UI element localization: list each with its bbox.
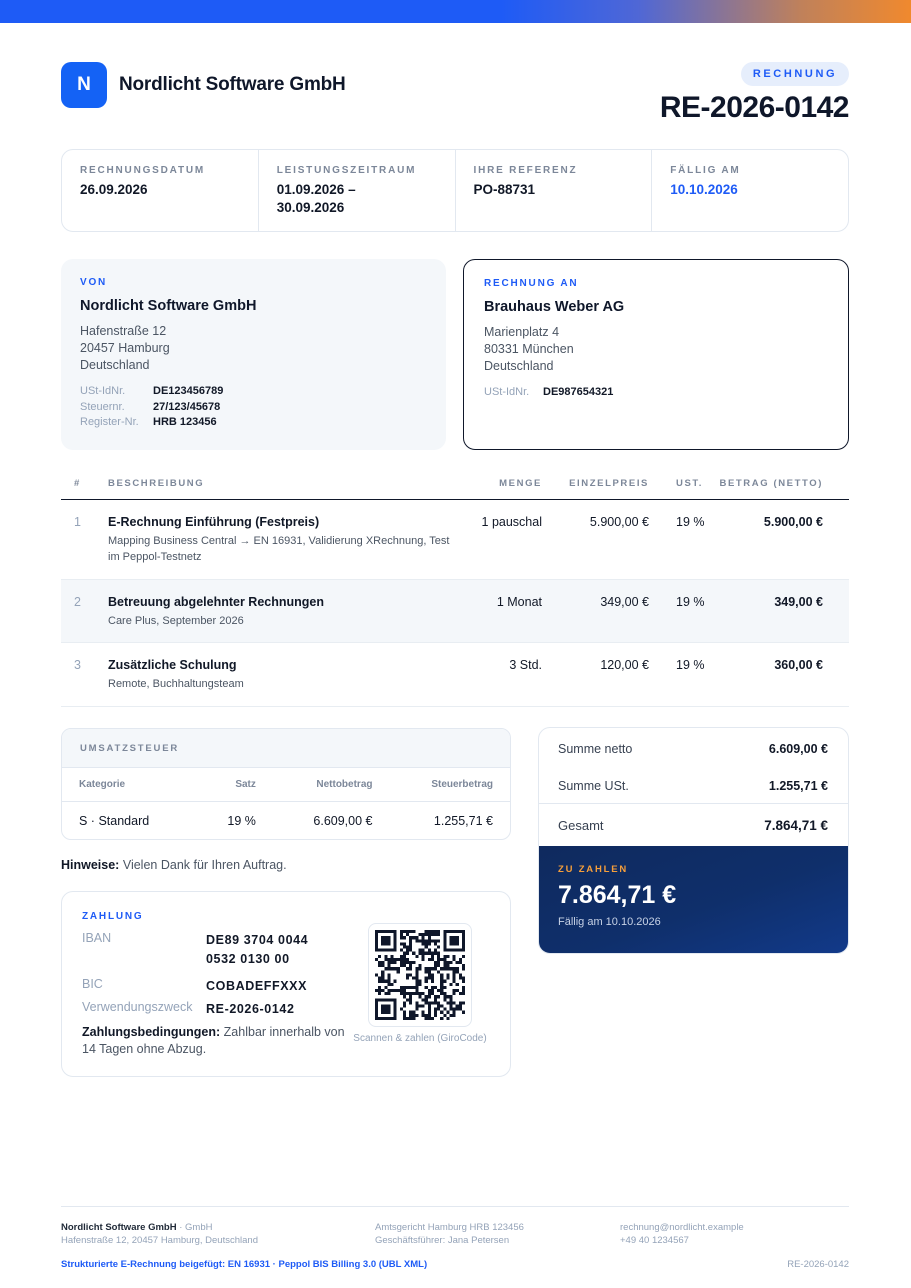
sender-label: VON xyxy=(80,277,108,288)
meta-your-reference xyxy=(456,150,653,231)
footer-company-suffix: · GmbH xyxy=(179,1222,213,1233)
footer-contact xyxy=(620,1221,744,1247)
vat-rate: 19 % xyxy=(227,813,256,828)
total-vat-value: 1.255,71 € xyxy=(768,778,828,793)
total-vat-row xyxy=(539,768,848,804)
meta-service-period xyxy=(259,150,456,231)
id-row xyxy=(80,400,427,416)
vat-col-rate: Satz xyxy=(235,779,256,790)
company-logo: N xyxy=(61,62,107,108)
item-title: Zusätzliche Schulung xyxy=(108,658,237,672)
line-items-table xyxy=(61,473,849,707)
id-row xyxy=(80,384,427,400)
row-number: 2 xyxy=(74,595,81,609)
footer-legal xyxy=(375,1221,524,1247)
row-quantity: 1 Monat xyxy=(496,595,542,609)
row-vat: 19 % xyxy=(676,658,705,672)
payment-card xyxy=(61,891,511,1077)
row-vat: 19 % xyxy=(676,595,705,609)
vat-net: 6.609,00 € xyxy=(313,813,373,828)
meta-label: FÄLLIG AM xyxy=(670,165,741,176)
id-row xyxy=(484,385,828,401)
total-vat-label: Summe USt. xyxy=(558,778,629,793)
col-number-header: # xyxy=(74,478,81,489)
item-subtitle: Remote, Buchhaltungsteam xyxy=(108,678,244,690)
table-row xyxy=(61,580,849,643)
total-gross-label: Gesamt xyxy=(558,817,604,833)
payment-terms xyxy=(82,1024,352,1058)
id-label: USt-IdNr. xyxy=(80,385,126,397)
row-unit-price: 120,00 € xyxy=(600,658,649,672)
total-net-label: Summe netto xyxy=(558,742,633,756)
terms-label: Zahlungsbedingungen: xyxy=(82,1025,221,1039)
meta-value: 10.10.2026 xyxy=(670,182,738,197)
iban-value xyxy=(206,931,346,969)
invoice-meta xyxy=(61,149,849,232)
total-net-value: 6.609,00 € xyxy=(768,742,828,756)
reference-value: RE-2026-0142 xyxy=(206,1002,295,1016)
id-value: 27/123/45678 xyxy=(153,400,221,413)
total-gross-value: 7.864,71 € xyxy=(764,817,828,833)
address-line: 80331 München xyxy=(484,342,574,356)
sender-ids xyxy=(80,384,427,431)
top-accent-bar xyxy=(0,0,911,23)
terms-text: Zahlbar innerhalb von 14 Tagen ohne Abzug. xyxy=(82,1025,345,1056)
footer-email[interactable]: rechnung@nordlicht.example xyxy=(620,1222,744,1233)
amount-due-label: ZU ZAHLEN xyxy=(558,864,629,875)
row-amount: 349,00 € xyxy=(774,595,823,609)
row-amount: 360,00 € xyxy=(774,658,823,672)
vat-col-category: Kategorie xyxy=(79,779,126,790)
row-description xyxy=(108,658,479,706)
row-description xyxy=(108,515,479,579)
footer-divider xyxy=(61,1206,849,1207)
item-title: E-Rechnung Einführung (Festpreis) xyxy=(108,515,320,529)
footer-company xyxy=(61,1221,258,1247)
footer-phone: +49 40 1234567 xyxy=(620,1235,689,1246)
document-type-badge: RECHNUNG xyxy=(741,62,849,86)
row-quantity: 1 pauschal xyxy=(481,515,542,529)
row-unit-price: 5.900,00 € xyxy=(589,515,649,529)
footer-company-address: Hafenstraße 12, 20457 Hamburg, Deutschland xyxy=(61,1235,258,1246)
row-quantity: 3 Std. xyxy=(509,658,542,672)
col-amount-header: BETRAG (NETTO) xyxy=(719,478,823,489)
qr-code-icon xyxy=(375,930,465,1020)
vat-row xyxy=(62,802,510,839)
col-unit-price-header: EINZELPREIS xyxy=(569,478,649,489)
total-gross-row xyxy=(539,804,848,846)
total-net-row xyxy=(539,728,848,768)
col-quantity-header: MENGE xyxy=(499,478,542,489)
meta-value: PO-88731 xyxy=(473,182,536,197)
table-row xyxy=(61,643,849,707)
item-subtitle: Care Plus, September 2026 xyxy=(108,615,244,627)
amount-due-value: 7.864,71 € xyxy=(558,881,677,909)
address-line: 20457 Hamburg xyxy=(80,341,170,355)
sender-card xyxy=(61,259,446,450)
recipient-ids xyxy=(484,385,828,401)
bic-label: BIC xyxy=(82,977,103,991)
bic-value: COBADEFFXXX xyxy=(206,979,308,993)
meta-label: RECHNUNGSDATUM xyxy=(80,165,206,176)
qr-code-frame xyxy=(368,923,472,1027)
notes-text: Vielen Dank für Ihren Auftrag. xyxy=(122,858,287,872)
company-name: Nordlicht Software GmbH xyxy=(119,74,346,95)
id-label: USt-IdNr. xyxy=(484,386,530,398)
footer-reference: RE-2026-0142 xyxy=(787,1259,849,1270)
reference-label: Verwendungszweck xyxy=(82,1000,193,1014)
vat-summary-table xyxy=(61,728,511,840)
vat-table-title: UMSATZSTEUER xyxy=(62,729,510,768)
payment-label: ZAHLUNG xyxy=(82,911,144,922)
meta-value: 26.09.2026 xyxy=(80,182,148,197)
recipient-name: Brauhaus Weber AG xyxy=(484,299,625,315)
row-unit-price: 349,00 € xyxy=(600,595,649,609)
table-row xyxy=(61,500,849,580)
vat-tax: 1.255,71 € xyxy=(433,813,493,828)
recipient-card xyxy=(463,259,849,450)
address-line: Marienplatz 4 xyxy=(484,325,560,339)
row-number: 1 xyxy=(74,515,81,529)
amount-due-date: Fällig am 10.10.2026 xyxy=(558,916,661,928)
invoice-number: RE-2026-0142 xyxy=(659,91,849,124)
row-amount: 5.900,00 € xyxy=(763,515,823,529)
einvoice-note: Strukturierte E-Rechnung beigefügt: EN 16931 · Peppol BIS Billing 3.0 (UBL XML) xyxy=(61,1259,428,1270)
notes-label: Hinweise: xyxy=(61,858,120,872)
col-vat-header: UST. xyxy=(676,478,703,489)
address-line: Hafenstraße 12 xyxy=(80,324,167,338)
amount-due-box xyxy=(539,846,848,954)
notes xyxy=(61,858,287,872)
footer-company-name: Nordlicht Software GmbH xyxy=(61,1222,177,1233)
meta-value: 01.09.2026 – 30.09.2026 xyxy=(276,182,356,215)
totals-card xyxy=(538,727,849,954)
iban-label: IBAN xyxy=(82,931,112,945)
row-description xyxy=(108,595,479,642)
address-line: Deutschland xyxy=(80,358,150,372)
id-value: DE987654321 xyxy=(543,386,614,398)
id-value: HRB 123456 xyxy=(153,416,217,428)
vat-category: S · Standard xyxy=(79,813,150,828)
sender-name: Nordlicht Software GmbH xyxy=(80,298,257,314)
recipient-label: RECHNUNG AN xyxy=(484,278,579,289)
footer-ceo: Geschäftsführer: Jana Petersen xyxy=(375,1235,510,1246)
row-number: 3 xyxy=(74,658,81,672)
item-subtitle: Mapping Business Central → EN 16931, Validierung XRechnung, Test im Peppol-Testnetz xyxy=(108,535,450,563)
col-description-header: BESCHREIBUNG xyxy=(108,478,205,489)
footer-court: Amtsgericht Hamburg HRB 123456 xyxy=(375,1222,524,1233)
address-line: Deutschland xyxy=(484,359,554,373)
id-value: DE123456789 xyxy=(153,385,224,397)
table-header xyxy=(61,473,849,500)
meta-due-date xyxy=(652,150,848,231)
id-label: Steuernr. xyxy=(80,400,125,413)
qr-caption: Scannen & zahlen (GiroCode) xyxy=(353,1033,487,1044)
meta-label: IHRE REFERENZ xyxy=(473,165,578,176)
vat-table-header xyxy=(62,768,510,802)
iban-line: 0532 0130 00 xyxy=(206,952,290,966)
vat-col-net: Nettobetrag xyxy=(316,779,373,790)
id-row xyxy=(80,415,427,431)
row-vat: 19 % xyxy=(676,515,705,529)
vat-col-tax: Steuerbetrag xyxy=(431,779,493,790)
item-title: Betreuung abgelehnter Rechnungen xyxy=(108,595,324,609)
meta-invoice-date xyxy=(62,150,259,231)
meta-label: LEISTUNGSZEITRAUM xyxy=(276,165,417,176)
id-label: Register-Nr. xyxy=(80,416,139,428)
iban-line: DE89 3704 0044 xyxy=(206,933,309,947)
